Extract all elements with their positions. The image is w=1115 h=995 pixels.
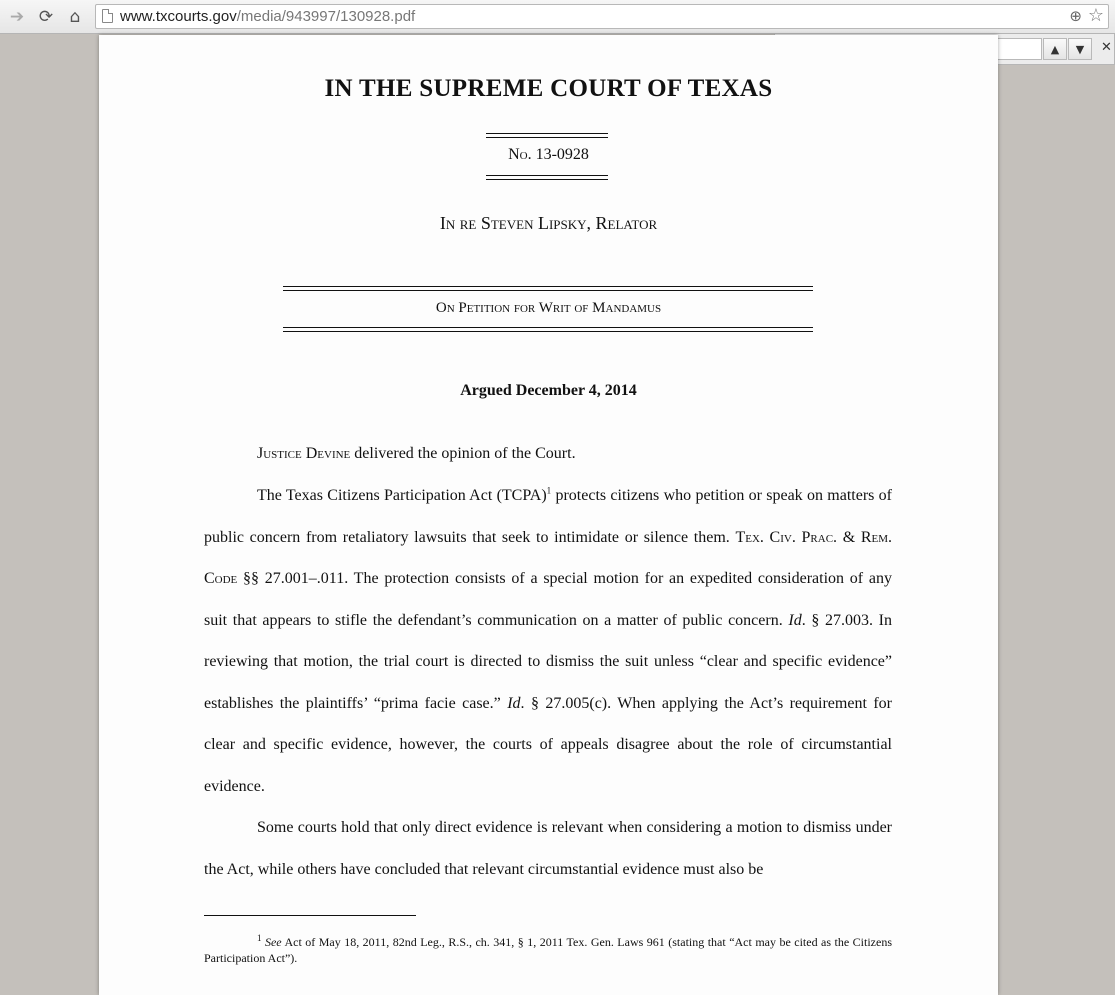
court-title: IN THE SUPREME COURT OF TEXAS <box>324 75 773 102</box>
opening-text: delivered the opinion of the Court. <box>350 445 576 462</box>
find-next-button[interactable] <box>1068 38 1092 60</box>
address-bar[interactable] <box>95 4 1109 29</box>
double-rule <box>486 175 608 180</box>
bookmark-star-icon[interactable]: ☆ <box>1087 5 1104 26</box>
close-icon[interactable]: ✕ <box>1101 40 1112 55</box>
double-rule <box>283 327 813 332</box>
chevron-down-icon: ▼ <box>1075 42 1085 56</box>
id-citation: Id <box>507 694 521 712</box>
footnote-number: 1 <box>257 933 262 943</box>
body-paragraph: Some courts hold that only direct evidence is relevant when considering a motion to dismiss under the Act, while others have concluded that relevant circumstantial evidence must also be <box>204 819 892 878</box>
back-arrow-icon[interactable]: ➔ <box>9 7 25 27</box>
chevron-up-icon: ▲ <box>1050 42 1060 56</box>
url-host: www.txcourts.gov <box>120 8 237 25</box>
case-name: In re Steven Lipsky, Relator <box>439 213 658 233</box>
footnote-rule <box>204 915 416 916</box>
pdf-page[interactable] <box>99 35 998 995</box>
footnote-signal: See <box>264 935 282 949</box>
paragraph-text: §§ 27.001–.011. The protection consists of a special motion for an expedited consideration of any suit that appears to stifle the defendant’s communication on a matter of public concern. <box>204 570 892 629</box>
url-path: /media/943997/130928.pdf <box>236 8 416 25</box>
page-icon <box>102 9 113 23</box>
browser-toolbar <box>0 0 1115 34</box>
body-paragraph <box>204 475 892 807</box>
home-icon[interactable]: ⌂ <box>69 7 81 27</box>
paragraph-text: The Texas Citizens Participation Act (TCPA) <box>257 487 547 504</box>
id-citation: Id <box>788 611 802 629</box>
footnote-text: Act of May 18, 2011, 82nd Leg., R.S., ch. 341, § 1, 2011 Tex. Gen. Laws 961 (stating that “Act may be cited as the Citizens Participation Act”). <box>204 935 892 965</box>
statute-citation: Tex. Civ. Prac. & Rem. Code <box>204 528 892 587</box>
opening-paragraph <box>204 433 892 475</box>
reload-icon[interactable]: ⟳ <box>38 7 54 27</box>
case-number: No. 13-0928 <box>508 146 589 163</box>
argued-date: Argued December 4, 2014 <box>460 382 637 399</box>
zoom-icon[interactable]: ⊕ <box>1069 7 1082 25</box>
paragraph-text: . § 27.003. In reviewing that motion, the trial court is directed to dismiss the suit unless “clear and specific evidence” establishes the plaintiffs’ “prima facie case.” <box>204 611 893 712</box>
footnote <box>204 934 892 966</box>
justice-name: Justice Devine <box>257 445 351 462</box>
double-rule <box>486 133 608 138</box>
proceeding-title: On Petition for Writ of Mandamus <box>435 300 662 316</box>
paragraph-text: . § 27.005(c). When applying the Act’s requirement for clear and specific evidence, however, the courts of appeals disagree about the role of circumstantial evidence. <box>204 694 892 795</box>
paragraph-text: protects citizens who petition or speak on matters of public concern from retaliatory lawsuits that seek to intimidate or silence them. <box>204 487 892 546</box>
find-previous-button[interactable] <box>1043 38 1067 60</box>
double-rule <box>283 286 813 291</box>
url-text[interactable] <box>120 8 415 25</box>
footnote-reference: 1 <box>546 485 552 496</box>
